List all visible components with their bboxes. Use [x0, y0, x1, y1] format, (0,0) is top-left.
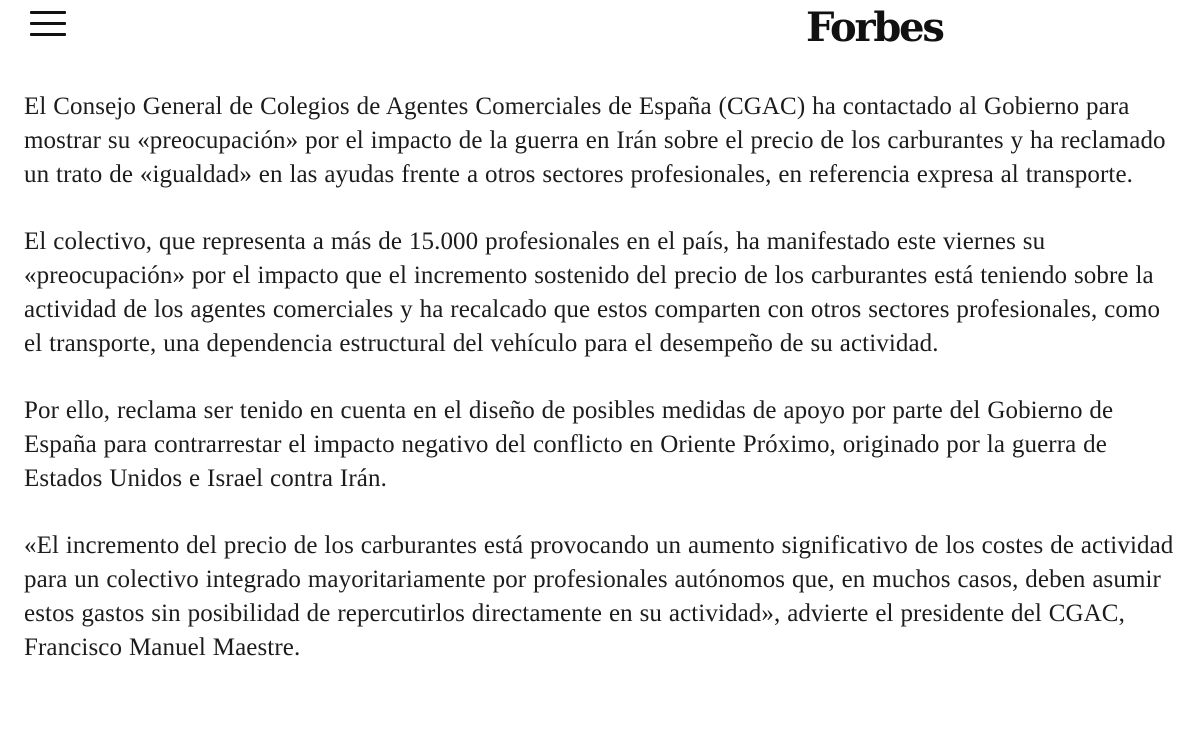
menu-bar-bottom — [30, 33, 66, 36]
article-paragraph-3: Por ello, reclama ser tenido en cuenta en el diseño de posibles medidas de apoyo por parte del Gobierno de España para contrarrestar el impacto negativo del conflicto en Oriente Próximo, originado por la guerra de Estados Unidos e Israel contra Irán. — [24, 397, 1114, 492]
article-body — [24, 90, 1174, 698]
hamburger-menu-icon[interactable] — [30, 8, 66, 38]
article-paragraph-1: El Consejo General de Colegios de Agentes Comerciales de España (CGAC) ha contactado al Gobierno para mostrar su «preocupación» por el impacto de la guerra en Irán sobre el precio de los carburantes y ha reclamado un trato de «igualdad» en las ayudas frente a otros sectores profesionales, en referencia expresa al transporte. — [24, 93, 1166, 188]
menu-bar-top — [30, 11, 66, 14]
article-paragraph-4: «El incremento del precio de los carburantes está provocando un aumento significativo de los costes de actividad para un colectivo integrado mayoritariamente por profesionales autónomos que, en muchos casos, deben asumir estos gastos sin posibilidad de repercutirlos directamente en su actividad», advierte el presidente del CGAC, Francisco Manuel Maestre. — [24, 532, 1174, 661]
menu-bar-middle — [30, 22, 66, 25]
forbes-logo[interactable]: Forbes — [806, 4, 943, 51]
article-paragraph-2: El colectivo, que representa a más de 15.000 profesionales en el país, ha manifestado este viernes su «preocupación» por el impacto que el incremento sostenido del precio de los carburantes está teniendo sobre la actividad de los agentes comerciales y ha recalcado que estos comparten con otros sectores profesionales, como el transporte, una dependencia estructural del vehículo para el desempeño de su actividad. — [24, 228, 1161, 357]
site-header — [0, 0, 1200, 68]
